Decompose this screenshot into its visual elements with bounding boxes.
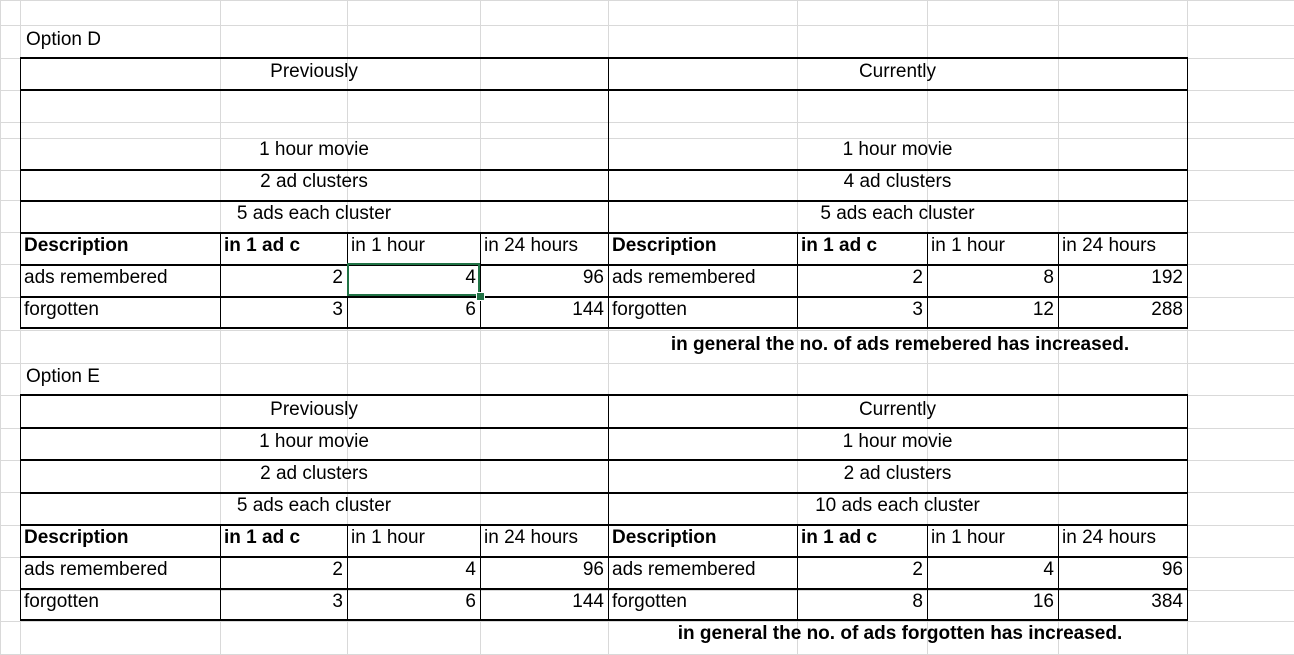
column-header[interactable]: in 24 hours bbox=[1062, 527, 1157, 548]
row-description[interactable]: forgotten bbox=[24, 299, 99, 320]
value-cell[interactable]: 2 bbox=[912, 559, 923, 580]
value-cell[interactable]: 4 bbox=[465, 559, 476, 580]
option-label[interactable]: Option D bbox=[26, 29, 101, 50]
value-cell[interactable]: 384 bbox=[1151, 591, 1183, 612]
cell-border bbox=[1187, 57, 1188, 328]
scenario-line[interactable]: 5 ads each cluster bbox=[820, 203, 975, 224]
value-cell[interactable]: 8 bbox=[912, 591, 923, 612]
row-description[interactable]: ads remembered bbox=[24, 559, 168, 580]
cell-border bbox=[20, 264, 1188, 266]
conclusion-text[interactable]: in general the no. of ads forgotten has increased. bbox=[677, 623, 1123, 644]
scenario-line[interactable]: 10 ads each cluster bbox=[815, 495, 980, 516]
scenario-line[interactable]: 2 ad clusters bbox=[260, 463, 368, 484]
scenario-line[interactable]: 5 ads each cluster bbox=[236, 495, 392, 516]
column-header[interactable]: in 1 ad c bbox=[801, 235, 878, 256]
gridline-horizontal bbox=[0, 122, 1294, 123]
value-cell[interactable]: 8 bbox=[1043, 267, 1054, 288]
value-cell[interactable]: 6 bbox=[465, 299, 476, 320]
active-cell-selection[interactable] bbox=[347, 263, 480, 296]
row-description[interactable]: ads remembered bbox=[24, 267, 168, 288]
gridline-vertical bbox=[0, 0, 1, 654]
previously-header[interactable]: Previously bbox=[270, 399, 358, 420]
value-cell[interactable]: 12 bbox=[1032, 299, 1054, 320]
cell-border bbox=[20, 57, 1188, 59]
row-description[interactable]: ads remembered bbox=[612, 267, 756, 288]
column-header[interactable]: in 24 hours bbox=[1062, 235, 1157, 256]
currently-header[interactable]: Currently bbox=[858, 61, 937, 82]
cell-border bbox=[20, 524, 1188, 526]
previously-header[interactable]: Previously bbox=[270, 61, 358, 82]
column-header[interactable]: in 24 hours bbox=[484, 527, 579, 548]
cell-border bbox=[20, 394, 1188, 396]
cell-border bbox=[20, 427, 1188, 429]
fill-handle[interactable] bbox=[476, 292, 485, 301]
scenario-line[interactable]: 2 ad clusters bbox=[843, 463, 952, 484]
column-header[interactable]: in 1 ad c bbox=[224, 527, 301, 548]
column-header[interactable]: Description bbox=[612, 527, 717, 548]
column-header[interactable]: Description bbox=[612, 235, 717, 256]
column-header[interactable]: in 1 ad c bbox=[801, 527, 878, 548]
column-header[interactable]: in 1 hour bbox=[351, 527, 425, 548]
value-cell[interactable]: 144 bbox=[572, 591, 604, 612]
scenario-line[interactable]: 4 ad clusters bbox=[843, 171, 952, 192]
cell-border bbox=[20, 588, 1188, 590]
value-cell[interactable]: 3 bbox=[912, 299, 923, 320]
conclusion-text[interactable]: in general the no. of ads remebered has increased. bbox=[670, 334, 1130, 355]
value-cell[interactable]: 96 bbox=[582, 559, 604, 580]
column-header[interactable]: in 24 hours bbox=[484, 235, 579, 256]
value-cell[interactable]: 2 bbox=[332, 559, 343, 580]
gridline-horizontal bbox=[0, 0, 1294, 1]
value-cell[interactable]: 6 bbox=[465, 591, 476, 612]
cell-border bbox=[20, 89, 1188, 91]
gridline-horizontal bbox=[0, 25, 1294, 26]
cell-border bbox=[20, 459, 1188, 461]
value-cell[interactable]: 192 bbox=[1151, 267, 1183, 288]
cell-border bbox=[20, 556, 1188, 558]
cell-border bbox=[20, 169, 1188, 171]
value-cell[interactable]: 96 bbox=[1161, 559, 1183, 580]
value-cell[interactable]: 4 bbox=[465, 267, 476, 288]
value-cell[interactable]: 288 bbox=[1151, 299, 1183, 320]
row-description[interactable]: ads remembered bbox=[612, 559, 756, 580]
scenario-line[interactable]: 5 ads each cluster bbox=[236, 203, 392, 224]
gridline-horizontal bbox=[0, 138, 1294, 139]
row-description[interactable]: forgotten bbox=[24, 591, 99, 612]
column-header[interactable]: in 1 hour bbox=[931, 527, 1005, 548]
value-cell[interactable]: 4 bbox=[1043, 559, 1054, 580]
cell-border bbox=[20, 296, 1188, 298]
scenario-line[interactable]: 1 hour movie bbox=[842, 139, 953, 160]
column-header[interactable]: in 1 ad c bbox=[224, 235, 301, 256]
value-cell[interactable]: 3 bbox=[332, 591, 343, 612]
column-header[interactable]: Description bbox=[24, 235, 129, 256]
value-cell[interactable]: 2 bbox=[332, 267, 343, 288]
column-header[interactable]: in 1 hour bbox=[931, 235, 1005, 256]
value-cell[interactable]: 96 bbox=[582, 267, 604, 288]
value-cell[interactable]: 3 bbox=[332, 299, 343, 320]
scenario-line[interactable]: 1 hour movie bbox=[842, 431, 953, 452]
cell-border bbox=[20, 200, 1188, 202]
cell-border bbox=[20, 327, 1188, 329]
scenario-line[interactable]: 1 hour movie bbox=[259, 139, 369, 160]
scenario-line[interactable]: 2 ad clusters bbox=[260, 171, 368, 192]
value-cell[interactable]: 144 bbox=[572, 299, 604, 320]
cell-border bbox=[20, 492, 1188, 494]
option-label[interactable]: Option E bbox=[26, 366, 100, 387]
value-cell[interactable]: 2 bbox=[912, 267, 923, 288]
cell-border bbox=[20, 619, 1188, 621]
cell-border bbox=[20, 232, 1188, 234]
column-header[interactable]: in 1 hour bbox=[351, 235, 425, 256]
row-description[interactable]: forgotten bbox=[612, 299, 687, 320]
scenario-line[interactable]: 1 hour movie bbox=[259, 431, 369, 452]
column-header[interactable]: Description bbox=[24, 527, 129, 548]
gridline-horizontal bbox=[0, 330, 1294, 331]
currently-header[interactable]: Currently bbox=[858, 399, 937, 420]
row-description[interactable]: forgotten bbox=[612, 591, 687, 612]
gridline-horizontal bbox=[0, 621, 1294, 622]
gridline-horizontal bbox=[0, 363, 1294, 364]
value-cell[interactable]: 16 bbox=[1032, 591, 1054, 612]
